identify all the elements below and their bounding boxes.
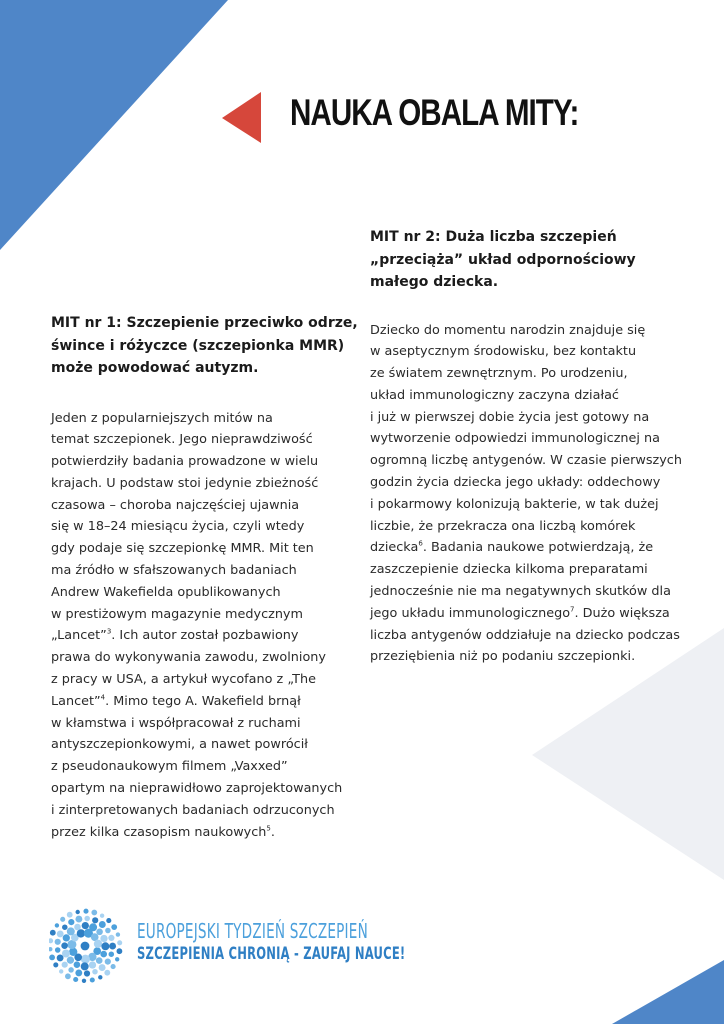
- logo-dot: [84, 970, 90, 976]
- body-line: się w 18–24 miesiącu życia, czyli wtedy: [51, 519, 305, 535]
- logo-dot: [49, 947, 53, 951]
- body-line: opartym na nieprawidłowo zaprojektowanych: [51, 781, 343, 797]
- heading-line: małego dziecka.: [370, 274, 499, 290]
- heading-line: MIT nr 2: Duża liczba szczepień: [370, 229, 617, 245]
- logo-dot: [67, 927, 75, 935]
- myth-2-section: [370, 226, 682, 668]
- heading-line: może powodować autyzm.: [51, 360, 259, 376]
- body-line: antyszczepionkowymi, a nawet powrócił: [51, 737, 308, 753]
- logo-dot: [100, 951, 107, 958]
- logo-dot: [82, 922, 89, 929]
- body-line: Andrew Wakefielda opublikowanych: [51, 584, 281, 600]
- logo-dot: [60, 917, 65, 922]
- body-line: w aseptycznym środowisku, bez kontaktu: [370, 344, 637, 360]
- logo-dot: [75, 969, 82, 976]
- logo-dot: [99, 921, 106, 928]
- logo-dot: [81, 962, 89, 970]
- body-line: i zinterpretowanych badaniach odrzuconych: [51, 802, 335, 818]
- body-line: dziecka$^6$. Badania naukowe potwierdzają, że: [370, 540, 654, 556]
- body-line: „Lancet”$^3$. Ich autor został pozbawiony: [51, 628, 299, 644]
- body-line: potwierdziły badania prowadzone w wielu: [51, 454, 319, 470]
- logo-dot: [57, 930, 64, 937]
- logo-dot: [55, 947, 61, 953]
- body-line: przez kilka czasopism naukowych$^5$.: [51, 824, 275, 840]
- body-line: prawa do wykonywania zawodu, zwolniony: [51, 650, 326, 666]
- body-line: liczba antygenów oddziałuje na dziecko podczas: [370, 627, 680, 643]
- body-line: godzin życia dziecka jego układy: oddechowy: [370, 475, 661, 491]
- body-line: układ immunologiczny zaczyna działać: [370, 387, 619, 403]
- logo-dot: [92, 917, 98, 923]
- logo-dot: [83, 909, 88, 914]
- dots-globe-icon: [49, 906, 129, 986]
- logo-dot: [62, 924, 68, 930]
- body-line: gdy podaje się szczepionkę MMR. Mit ten: [51, 541, 314, 557]
- myth-1-body: [51, 408, 351, 844]
- logo-dot: [89, 961, 96, 968]
- logo-dot: [50, 930, 56, 936]
- logo-dot: [105, 928, 111, 934]
- logo-dot: [75, 916, 82, 923]
- body-line: jednocześnie nie ma negatywnych skutków dla: [370, 584, 671, 600]
- body-line: Lancet”$^4$. Mimo tego A. Wakefield brnął: [51, 693, 301, 709]
- logo-dot: [67, 912, 73, 918]
- logo-dot: [68, 967, 74, 973]
- logo-dot: [68, 919, 74, 925]
- logo-dot: [96, 957, 103, 964]
- logo-dot: [117, 940, 122, 945]
- logo-dot: [62, 962, 68, 968]
- logo-dot: [63, 934, 70, 941]
- myth-1-section: [51, 312, 358, 843]
- body-line: i już w pierwszej dobie życia jest gotowy na: [370, 409, 650, 425]
- body-line: Jeden z popularniejszych mitów na: [51, 410, 273, 426]
- logo-dot: [111, 964, 116, 969]
- body-line: przeziębienia niż po podaniu szczepionki.: [370, 649, 636, 665]
- body-line: i pokarmowy kolonizują bakterie, w tak dużej: [370, 496, 659, 512]
- body-line: zaszczepienie dziecka kilkoma preparatami: [370, 562, 648, 578]
- logo-dot: [67, 957, 74, 964]
- body-line: jego układu immunologicznego$^7$. Dużo większa: [370, 605, 670, 621]
- logo-dot: [100, 935, 107, 942]
- logo-dot: [49, 955, 55, 961]
- blue-triangle-bottom-right: [612, 960, 724, 1024]
- body-line: krajach. U podstaw stoi jedynie zbieżność: [51, 475, 319, 491]
- logo-dot: [55, 939, 61, 945]
- logo-dot: [59, 969, 63, 973]
- logo-dot: [61, 942, 68, 949]
- logo-dot: [55, 923, 59, 927]
- logo-dot: [100, 914, 104, 918]
- logo-dot: [98, 975, 102, 979]
- blue-triangle-top-left: [0, 0, 228, 250]
- logo-dot: [74, 961, 81, 968]
- logo-dot: [109, 951, 115, 957]
- logo-dot: [111, 924, 117, 930]
- body-line: w kłamstwa i współpracował z ruchami: [51, 715, 301, 731]
- logo-title: EUROPEJSKI TYDZIEŃ SZCZEPIEŃ: [137, 919, 368, 943]
- logo-dot: [49, 938, 53, 943]
- logo-dot: [89, 923, 97, 931]
- body-line: liczbie, że przekracza ona liczbą komórek: [370, 518, 636, 534]
- logo-dot: [81, 955, 90, 964]
- logo-dot: [91, 910, 97, 916]
- body-line: w prestiżowym magazynie medycznym: [51, 606, 303, 622]
- logo-dot: [101, 942, 109, 950]
- page-title: NAUKA OBALA MITY:: [290, 92, 579, 133]
- logo-dot: [104, 970, 110, 976]
- body-line: ze światem zewnętrznym. Po urodzeniu,: [370, 366, 628, 382]
- logo-dot: [109, 943, 116, 950]
- body-line: z pseudonaukowym filmem „Vaxxed”: [51, 759, 288, 775]
- logo-dot: [94, 940, 102, 948]
- logo-dot: [90, 977, 95, 982]
- logo-dot: [96, 929, 103, 936]
- logo-dot: [81, 942, 90, 951]
- red-arrow-triangle: [222, 92, 261, 143]
- logo-dot: [57, 954, 64, 961]
- logo-dot: [106, 918, 111, 923]
- logo-dot: [77, 929, 85, 937]
- logo-dot: [108, 935, 114, 941]
- logo-dot: [65, 973, 71, 979]
- logo-dot: [76, 910, 80, 914]
- body-line: Dziecko do momentu narodzin znajduje się: [370, 322, 646, 338]
- logo-dot: [92, 969, 98, 975]
- logo-dot: [82, 979, 86, 983]
- logo-dot: [84, 916, 90, 922]
- logo-dot: [116, 932, 120, 936]
- body-line: wytworzenie odpowiedzi immunologicznej na: [370, 431, 660, 447]
- myth-2-body: [370, 320, 682, 669]
- body-line: ma źródło w sfałszowanych badaniach: [51, 563, 297, 579]
- body-line: ogromną liczbę antygenów. W czasie pierwszych: [370, 453, 682, 469]
- myth-2-heading: [370, 226, 670, 294]
- heading-line: śwince i różyczce (szczepionka MMR): [51, 337, 345, 354]
- logo-dot: [53, 962, 58, 967]
- heading-line: „przeciąża” układ odpornościowy: [370, 251, 636, 268]
- logo-slogan: SZCZEPIENIA CHRONIĄ - ZAUFAJ NAUCE!: [137, 944, 406, 964]
- logo-dot: [99, 964, 106, 971]
- body-line: czasowa – choroba najczęściej ujawnia: [51, 497, 300, 513]
- heading-line: MIT nr 1: Szczepienie przeciwko odrze,: [51, 315, 358, 331]
- logo-dot: [74, 924, 81, 931]
- body-line: temat szczepionek. Jego nieprawdziwość: [51, 432, 313, 448]
- logo-dot: [105, 959, 111, 965]
- logo-dot: [115, 957, 119, 961]
- logo-dot: [117, 948, 123, 954]
- body-line: z pracy w USA, a artykuł wycofano z „The: [51, 672, 316, 688]
- campaign-logo: [49, 906, 406, 986]
- logo-dot: [73, 977, 78, 982]
- myth-1-heading: [51, 312, 358, 380]
- logo-dot: [62, 950, 70, 958]
